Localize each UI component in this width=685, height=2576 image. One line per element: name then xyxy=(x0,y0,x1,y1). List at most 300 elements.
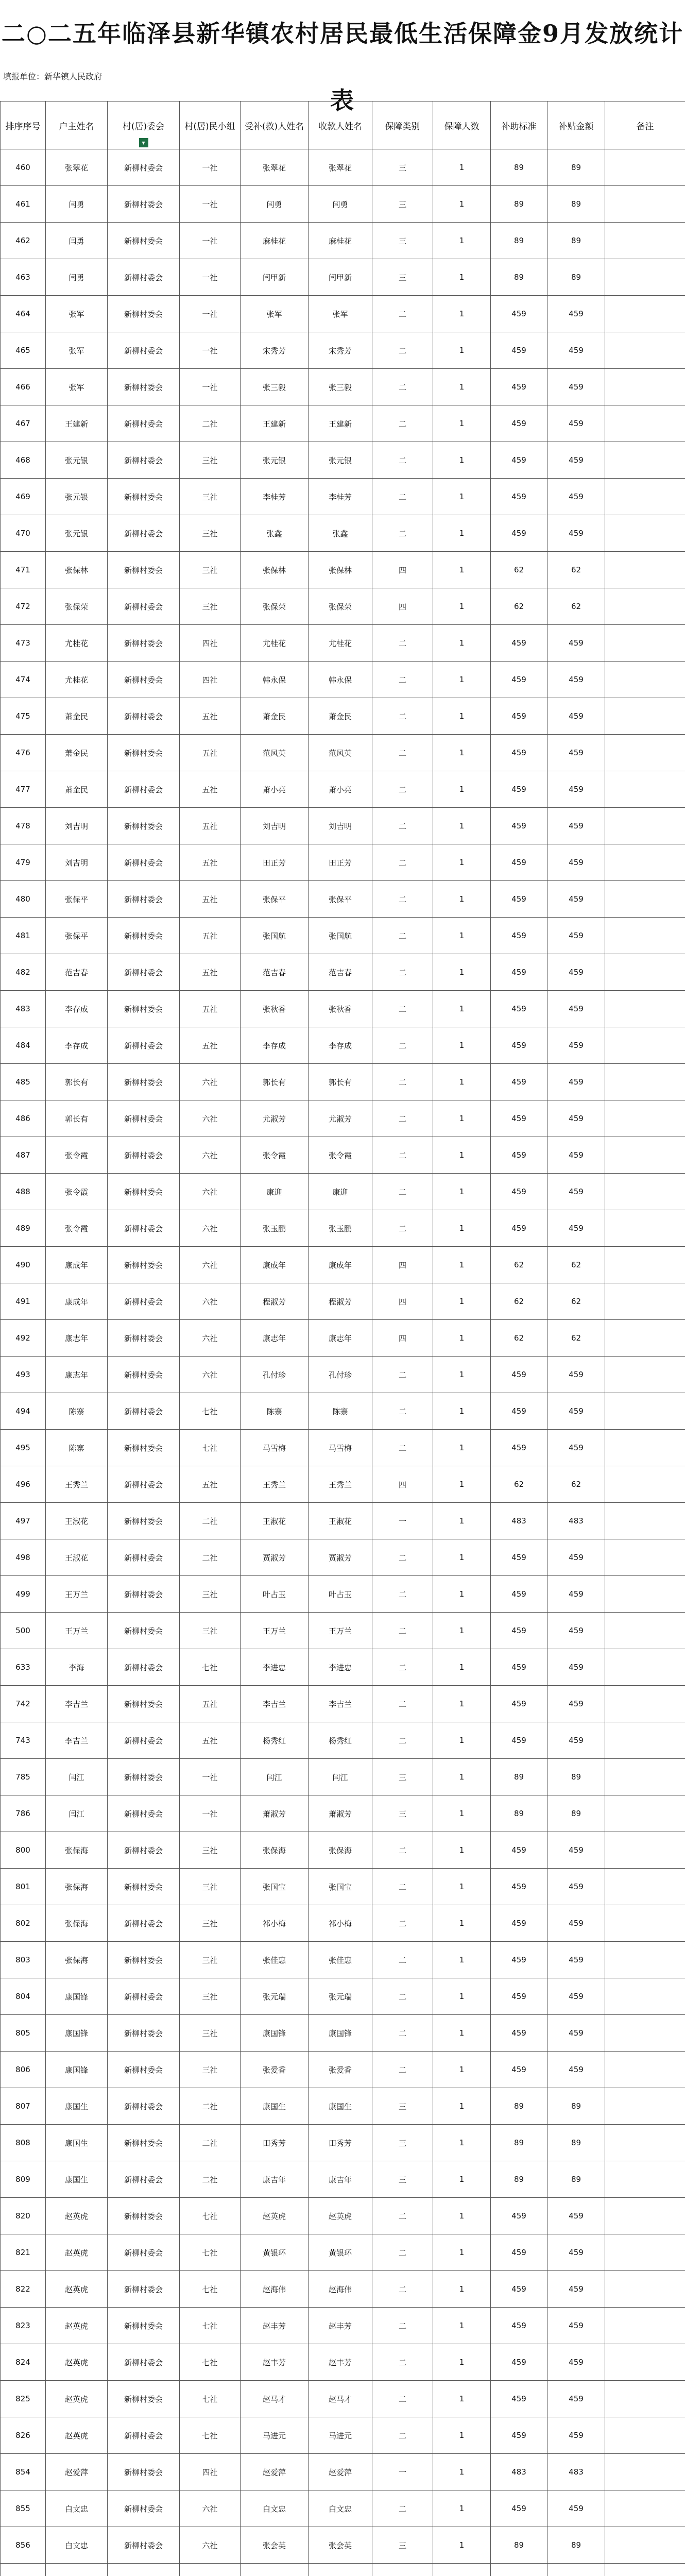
beneficiary-cell: 赵丰芳 xyxy=(241,2344,309,2381)
head-name-cell: 赵爱萍 xyxy=(46,2454,108,2490)
head-name-cell: 陈寨 xyxy=(46,1393,108,1430)
village-cell: 新柳村委会 xyxy=(108,259,180,296)
head-name-cell: 康成年 xyxy=(46,1247,108,1283)
category-cell: 二 xyxy=(372,2490,433,2527)
amount-cell: 459 xyxy=(547,771,605,808)
group-cell: 一社 xyxy=(180,186,241,223)
payee-cell: 张保平 xyxy=(309,881,372,918)
remark-cell xyxy=(605,735,685,771)
group-cell: 七社 xyxy=(180,2381,241,2417)
category-cell: 二 xyxy=(372,2015,433,2052)
persons-cell: 1 xyxy=(433,588,491,625)
category-cell: 三 xyxy=(372,186,433,223)
amount-cell: 459 xyxy=(547,1942,605,1978)
amount-cell: 459 xyxy=(547,1357,605,1393)
village-cell: 新柳村委会 xyxy=(108,1247,180,1283)
beneficiary-cell: 田正芳 xyxy=(241,844,309,881)
table-row xyxy=(1,1539,685,1576)
table-row xyxy=(1,662,685,698)
seq-cell: 465 xyxy=(1,332,46,369)
head-name-cell xyxy=(46,2564,108,2576)
beneficiary-cell: 张保林 xyxy=(241,552,309,588)
table-row xyxy=(1,149,685,186)
amount-cell: 459 xyxy=(547,2052,605,2088)
category-cell: 二 xyxy=(372,405,433,442)
seq-cell: 808 xyxy=(1,2125,46,2161)
amount-cell: 459 xyxy=(547,1027,605,1064)
group-cell: 五社 xyxy=(180,954,241,991)
amount-cell: 459 xyxy=(547,2381,605,2417)
seq-cell: 483 xyxy=(1,991,46,1027)
village-cell: 新柳村委会 xyxy=(108,1064,180,1100)
beneficiary-cell: 郭长有 xyxy=(241,1064,309,1100)
category-cell: 三 xyxy=(372,2527,433,2564)
group-cell: 三社 xyxy=(180,588,241,625)
village-cell: 新柳村委会 xyxy=(108,881,180,918)
beneficiary-cell: 赵爱萍 xyxy=(241,2454,309,2490)
amount-cell: 459 xyxy=(547,1649,605,1686)
village-cell: 新柳村委会 xyxy=(108,1722,180,1759)
seq-cell: 473 xyxy=(1,625,46,662)
head-name-cell: 刘吉明 xyxy=(46,808,108,844)
table-row xyxy=(1,954,685,991)
persons-cell: 1 xyxy=(433,2308,491,2344)
persons-cell: 1 xyxy=(433,2417,491,2454)
table-row xyxy=(1,332,685,369)
amount-cell: 459 xyxy=(547,1686,605,1722)
remark-cell xyxy=(605,2271,685,2308)
standard-cell: 459 xyxy=(491,844,547,881)
table-row xyxy=(1,1393,685,1430)
head-name-cell: 赵英虎 xyxy=(46,2308,108,2344)
group-cell: 五社 xyxy=(180,771,241,808)
village-cell: 新柳村委会 xyxy=(108,1539,180,1576)
table-row xyxy=(1,771,685,808)
group-cell: 六社 xyxy=(180,1137,241,1174)
category-cell: 一 xyxy=(372,1503,433,1539)
persons-cell: 1 xyxy=(433,1393,491,1430)
standard-cell: 459 xyxy=(491,698,547,735)
seq-cell: 821 xyxy=(1,2234,46,2271)
beneficiary-cell: 李桂芳 xyxy=(241,479,309,515)
head-name-cell: 康志年 xyxy=(46,1320,108,1357)
persons-cell: 1 xyxy=(433,881,491,918)
seq-cell: 467 xyxy=(1,405,46,442)
head-name-cell: 赵英虎 xyxy=(46,2271,108,2308)
village-cell: 新柳村委会 xyxy=(108,223,180,259)
persons-cell: 1 xyxy=(433,2381,491,2417)
filter-dropdown-icon[interactable]: ▾ xyxy=(139,138,148,147)
beneficiary-cell: 李吉兰 xyxy=(241,1686,309,1722)
village-cell: 新柳村委会 xyxy=(108,1978,180,2015)
amount-cell: 459 xyxy=(547,296,605,332)
village-cell: 新柳村委会 xyxy=(108,2381,180,2417)
category-cell: 二 xyxy=(372,1393,433,1430)
table-row xyxy=(1,2234,685,2271)
head-name-cell: 萧金民 xyxy=(46,698,108,735)
village-cell: 新柳村委会 xyxy=(108,2088,180,2125)
head-name-cell: 白文忠 xyxy=(46,2490,108,2527)
remark-cell xyxy=(605,1466,685,1503)
table-row xyxy=(1,552,685,588)
payee-cell: 闫甲新 xyxy=(309,259,372,296)
beneficiary-cell: 杨秀红 xyxy=(241,1722,309,1759)
remark-cell xyxy=(605,515,685,552)
category-cell: 二 xyxy=(372,1100,433,1137)
seq-cell: 460 xyxy=(1,149,46,186)
category-cell: 二 xyxy=(372,1978,433,2015)
table-row xyxy=(1,1100,685,1137)
group-cell: 二社 xyxy=(180,1503,241,1539)
category-cell: 二 xyxy=(372,844,433,881)
head-name-cell: 闫江 xyxy=(46,1759,108,1795)
payee-cell: 田秀芳 xyxy=(309,2125,372,2161)
beneficiary-cell: 赵丰芳 xyxy=(241,2308,309,2344)
category-cell: 二 xyxy=(372,332,433,369)
table-row xyxy=(1,1832,685,1869)
persons-cell: 1 xyxy=(433,259,491,296)
beneficiary-cell xyxy=(241,2564,309,2576)
persons-cell: 1 xyxy=(433,296,491,332)
payee-cell: 张三毅 xyxy=(309,369,372,405)
seq-cell: 497 xyxy=(1,1503,46,1539)
seq-cell: 479 xyxy=(1,844,46,881)
remark-cell xyxy=(605,1539,685,1576)
head-name-cell: 王万兰 xyxy=(46,1576,108,1613)
amount-cell: 459 xyxy=(547,1430,605,1466)
beneficiary-cell: 张会英 xyxy=(241,2527,309,2564)
seq-cell: 472 xyxy=(1,588,46,625)
table-row xyxy=(1,1942,685,1978)
persons-cell: 1 xyxy=(433,2015,491,2052)
payee-cell: 韩永保 xyxy=(309,662,372,698)
head-name-cell: 闫勇 xyxy=(46,223,108,259)
village-cell: 新柳村委会 xyxy=(108,2161,180,2198)
standard-cell: 62 xyxy=(491,588,547,625)
persons-cell: 1 xyxy=(433,332,491,369)
village-cell: 新柳村委会 xyxy=(108,1942,180,1978)
head-name-cell: 陈寨 xyxy=(46,1430,108,1466)
remark-cell xyxy=(605,1247,685,1283)
standard-cell: 89 xyxy=(491,2161,547,2198)
table-row xyxy=(1,1978,685,2015)
standard-cell: 459 xyxy=(491,1832,547,1869)
beneficiary-cell: 刘吉明 xyxy=(241,808,309,844)
table-row xyxy=(1,1174,685,1210)
group-cell: 三社 xyxy=(180,1576,241,1613)
head-name-cell: 尤桂花 xyxy=(46,625,108,662)
standard-cell: 459 xyxy=(491,1064,547,1100)
payee-cell: 陈寨 xyxy=(309,1393,372,1430)
remark-cell xyxy=(605,1869,685,1905)
table-row xyxy=(1,1686,685,1722)
remark-cell xyxy=(605,442,685,479)
payee-cell: 闫勇 xyxy=(309,186,372,223)
amount-cell: 89 xyxy=(547,149,605,186)
persons-cell: 1 xyxy=(433,1576,491,1613)
persons-cell: 1 xyxy=(433,1174,491,1210)
payee-cell: 康志年 xyxy=(309,1320,372,1357)
standard-cell: 459 xyxy=(491,296,547,332)
seq-cell: 499 xyxy=(1,1576,46,1613)
village-cell: 新柳村委会 xyxy=(108,1576,180,1613)
table-row xyxy=(1,442,685,479)
amount-cell: 459 xyxy=(547,625,605,662)
standard-cell: 459 xyxy=(491,808,547,844)
seq-cell: 803 xyxy=(1,1942,46,1978)
head-name-cell: 张保林 xyxy=(46,552,108,588)
seq-cell: 484 xyxy=(1,1027,46,1064)
table-row xyxy=(1,1027,685,1064)
seq-cell: 820 xyxy=(1,2198,46,2234)
seq-cell: 809 xyxy=(1,2161,46,2198)
payee-cell: 宋秀芳 xyxy=(309,332,372,369)
remark-cell xyxy=(605,588,685,625)
beneficiary-cell: 萧淑芳 xyxy=(241,1795,309,1832)
amount-cell: 459 xyxy=(547,2234,605,2271)
category-cell: 二 xyxy=(372,954,433,991)
persons-cell: 1 xyxy=(433,2052,491,2088)
payee-cell: 张令霞 xyxy=(309,1137,372,1174)
village-cell: 新柳村委会 xyxy=(108,296,180,332)
group-cell: 一社 xyxy=(180,296,241,332)
remark-cell xyxy=(605,2564,685,2576)
village-cell: 新柳村委会 xyxy=(108,405,180,442)
group-cell: 三社 xyxy=(180,552,241,588)
head-name-cell: 萧金民 xyxy=(46,771,108,808)
payee-cell: 刘吉明 xyxy=(309,808,372,844)
beneficiary-cell: 宋秀芳 xyxy=(241,332,309,369)
beneficiary-cell: 祁小梅 xyxy=(241,1905,309,1942)
remark-cell xyxy=(605,1430,685,1466)
village-cell: 新柳村委会 xyxy=(108,662,180,698)
beneficiary-cell: 叶占玉 xyxy=(241,1576,309,1613)
seq-cell: 495 xyxy=(1,1430,46,1466)
group-cell: 六社 xyxy=(180,1320,241,1357)
standard-cell: 459 xyxy=(491,1576,547,1613)
category-cell: 二 xyxy=(372,2271,433,2308)
standard-cell: 459 xyxy=(491,662,547,698)
group-cell: 二社 xyxy=(180,1539,241,1576)
beneficiary-cell: 康成年 xyxy=(241,1247,309,1283)
beneficiary-cell: 程淑芳 xyxy=(241,1283,309,1320)
head-name-cell: 李吉兰 xyxy=(46,1722,108,1759)
category-cell: 二 xyxy=(372,808,433,844)
page-title: 二○二五年临泽县新华镇农村居民最低生活保障金9月发放统计表 xyxy=(1,20,684,114)
category-cell: 二 xyxy=(372,1174,433,1210)
persons-cell: 1 xyxy=(433,1430,491,1466)
category-cell: 一 xyxy=(372,2454,433,2490)
beneficiary-cell: 范风英 xyxy=(241,735,309,771)
group-cell: 五社 xyxy=(180,735,241,771)
group-cell: 五社 xyxy=(180,844,241,881)
village-cell: 新柳村委会 xyxy=(108,149,180,186)
beneficiary-cell: 陈寨 xyxy=(241,1393,309,1430)
standard-cell xyxy=(491,2564,547,2576)
standard-cell: 459 xyxy=(491,369,547,405)
standard-cell: 459 xyxy=(491,2308,547,2344)
group-cell: 一社 xyxy=(180,1759,241,1795)
group-cell: 二社 xyxy=(180,2088,241,2125)
col-category-header: 保障类别 xyxy=(372,101,433,149)
beneficiary-cell: 闫江 xyxy=(241,1759,309,1795)
remark-cell xyxy=(605,1905,685,1942)
village-cell: 新柳村委会 xyxy=(108,1466,180,1503)
village-cell: 新柳村委会 xyxy=(108,954,180,991)
table-row xyxy=(1,2527,685,2564)
category-cell: 二 xyxy=(372,1686,433,1722)
persons-cell: 1 xyxy=(433,2125,491,2161)
amount-cell: 459 xyxy=(547,2271,605,2308)
standard-cell: 89 xyxy=(491,1759,547,1795)
amount-cell: 62 xyxy=(547,552,605,588)
amount-cell: 89 xyxy=(547,2125,605,2161)
payee-cell: 赵英虎 xyxy=(309,2198,372,2234)
head-name-cell: 张令霞 xyxy=(46,1137,108,1174)
category-cell: 二 xyxy=(372,1942,433,1978)
statistics-table xyxy=(0,101,685,2576)
table-row xyxy=(1,2564,685,2576)
payee-cell: 萧淑芳 xyxy=(309,1795,372,1832)
amount-cell: 459 xyxy=(547,1539,605,1576)
payee-cell: 张保林 xyxy=(309,552,372,588)
seq-cell: 742 xyxy=(1,1686,46,1722)
standard-cell: 483 xyxy=(491,2454,547,2490)
village-cell: 新柳村委会 xyxy=(108,1174,180,1210)
table-row xyxy=(1,1905,685,1942)
col-village-header[interactable] xyxy=(108,101,180,149)
persons-cell: 1 xyxy=(433,2088,491,2125)
persons-cell: 1 xyxy=(433,1978,491,2015)
payee-cell: 程淑芳 xyxy=(309,1283,372,1320)
remark-cell xyxy=(605,369,685,405)
table-row xyxy=(1,2198,685,2234)
category-cell: 二 xyxy=(372,1905,433,1942)
col-standard-header: 补助标准 xyxy=(491,101,547,149)
col-group-header: 村(居)民小组 xyxy=(180,101,241,149)
group-cell: 七社 xyxy=(180,2271,241,2308)
amount-cell: 459 xyxy=(547,2308,605,2344)
standard-cell: 459 xyxy=(491,735,547,771)
group-cell: 一社 xyxy=(180,259,241,296)
category-cell: 二 xyxy=(372,369,433,405)
group-cell: 四社 xyxy=(180,2454,241,2490)
payee-cell: 王淑花 xyxy=(309,1503,372,1539)
beneficiary-cell: 赵英虎 xyxy=(241,2198,309,2234)
group-cell: 六社 xyxy=(180,1174,241,1210)
seq-cell: 823 xyxy=(1,2308,46,2344)
beneficiary-cell: 张保海 xyxy=(241,1832,309,1869)
village-cell: 新柳村委会 xyxy=(108,1320,180,1357)
category-cell: 三 xyxy=(372,259,433,296)
payee-cell: 赵丰芳 xyxy=(309,2344,372,2381)
amount-cell: 459 xyxy=(547,1100,605,1137)
category-cell: 四 xyxy=(372,588,433,625)
village-cell: 新柳村委会 xyxy=(108,2344,180,2381)
amount-cell: 459 xyxy=(547,1869,605,1905)
head-name-cell: 王建新 xyxy=(46,405,108,442)
amount-cell: 459 xyxy=(547,1613,605,1649)
village-cell: 新柳村委会 xyxy=(108,1357,180,1393)
table-row xyxy=(1,1283,685,1320)
village-cell: 新柳村委会 xyxy=(108,1869,180,1905)
amount-cell: 89 xyxy=(547,2527,605,2564)
remark-cell xyxy=(605,1649,685,1686)
head-name-cell: 王万兰 xyxy=(46,1613,108,1649)
head-name-cell: 郭长有 xyxy=(46,1100,108,1137)
standard-cell: 62 xyxy=(491,1283,547,1320)
beneficiary-cell: 康迎 xyxy=(241,1174,309,1210)
table-row xyxy=(1,1064,685,1100)
seq-cell: 490 xyxy=(1,1247,46,1283)
head-name-cell: 赵英虎 xyxy=(46,2417,108,2454)
persons-cell: 1 xyxy=(433,1064,491,1100)
beneficiary-cell: 萧小亮 xyxy=(241,771,309,808)
amount-cell: 459 xyxy=(547,1393,605,1430)
head-name-cell: 李海 xyxy=(46,1649,108,1686)
head-name-cell: 萧金民 xyxy=(46,735,108,771)
seq-cell: 786 xyxy=(1,1795,46,1832)
persons-cell: 1 xyxy=(433,149,491,186)
beneficiary-cell: 田秀芳 xyxy=(241,2125,309,2161)
amount-cell: 459 xyxy=(547,1978,605,2015)
head-name-cell: 张令霞 xyxy=(46,1210,108,1247)
table-row xyxy=(1,588,685,625)
standard-cell: 62 xyxy=(491,1320,547,1357)
group-cell: 五社 xyxy=(180,808,241,844)
remark-cell xyxy=(605,2125,685,2161)
category-cell: 二 xyxy=(372,296,433,332)
remark-cell xyxy=(605,844,685,881)
standard-cell: 89 xyxy=(491,149,547,186)
payee-cell: 赵马才 xyxy=(309,2381,372,2417)
beneficiary-cell: 王万兰 xyxy=(241,1613,309,1649)
standard-cell: 459 xyxy=(491,625,547,662)
amount-cell: 459 xyxy=(547,662,605,698)
amount-cell: 459 xyxy=(547,1832,605,1869)
table-row xyxy=(1,1795,685,1832)
head-name-cell: 张军 xyxy=(46,332,108,369)
seq-cell: 494 xyxy=(1,1393,46,1430)
village-cell: 新柳村委会 xyxy=(108,698,180,735)
amount-cell: 459 xyxy=(547,881,605,918)
beneficiary-cell: 张国航 xyxy=(241,918,309,954)
category-cell: 二 xyxy=(372,1722,433,1759)
table-row xyxy=(1,1722,685,1759)
persons-cell: 1 xyxy=(433,2527,491,2564)
remark-cell xyxy=(605,2015,685,2052)
head-name-cell: 张翠花 xyxy=(46,149,108,186)
category-cell: 二 xyxy=(372,1539,433,1576)
head-name-cell: 张军 xyxy=(46,369,108,405)
village-cell: 新柳村委会 xyxy=(108,1283,180,1320)
head-name-cell: 尤桂花 xyxy=(46,662,108,698)
amount-cell: 89 xyxy=(547,2088,605,2125)
head-name-cell: 康国生 xyxy=(46,2088,108,2125)
amount-cell: 459 xyxy=(547,1174,605,1210)
village-cell: 新柳村委会 xyxy=(108,1905,180,1942)
payee-cell: 杨秀红 xyxy=(309,1722,372,1759)
standard-cell: 459 xyxy=(491,442,547,479)
head-name-cell: 李存成 xyxy=(46,991,108,1027)
village-cell: 新柳村委会 xyxy=(108,2015,180,2052)
group-cell: 六社 xyxy=(180,1210,241,1247)
beneficiary-cell: 张国宝 xyxy=(241,1869,309,1905)
seq-cell: 470 xyxy=(1,515,46,552)
persons-cell: 1 xyxy=(433,771,491,808)
remark-cell xyxy=(605,1174,685,1210)
amount-cell: 89 xyxy=(547,2161,605,2198)
